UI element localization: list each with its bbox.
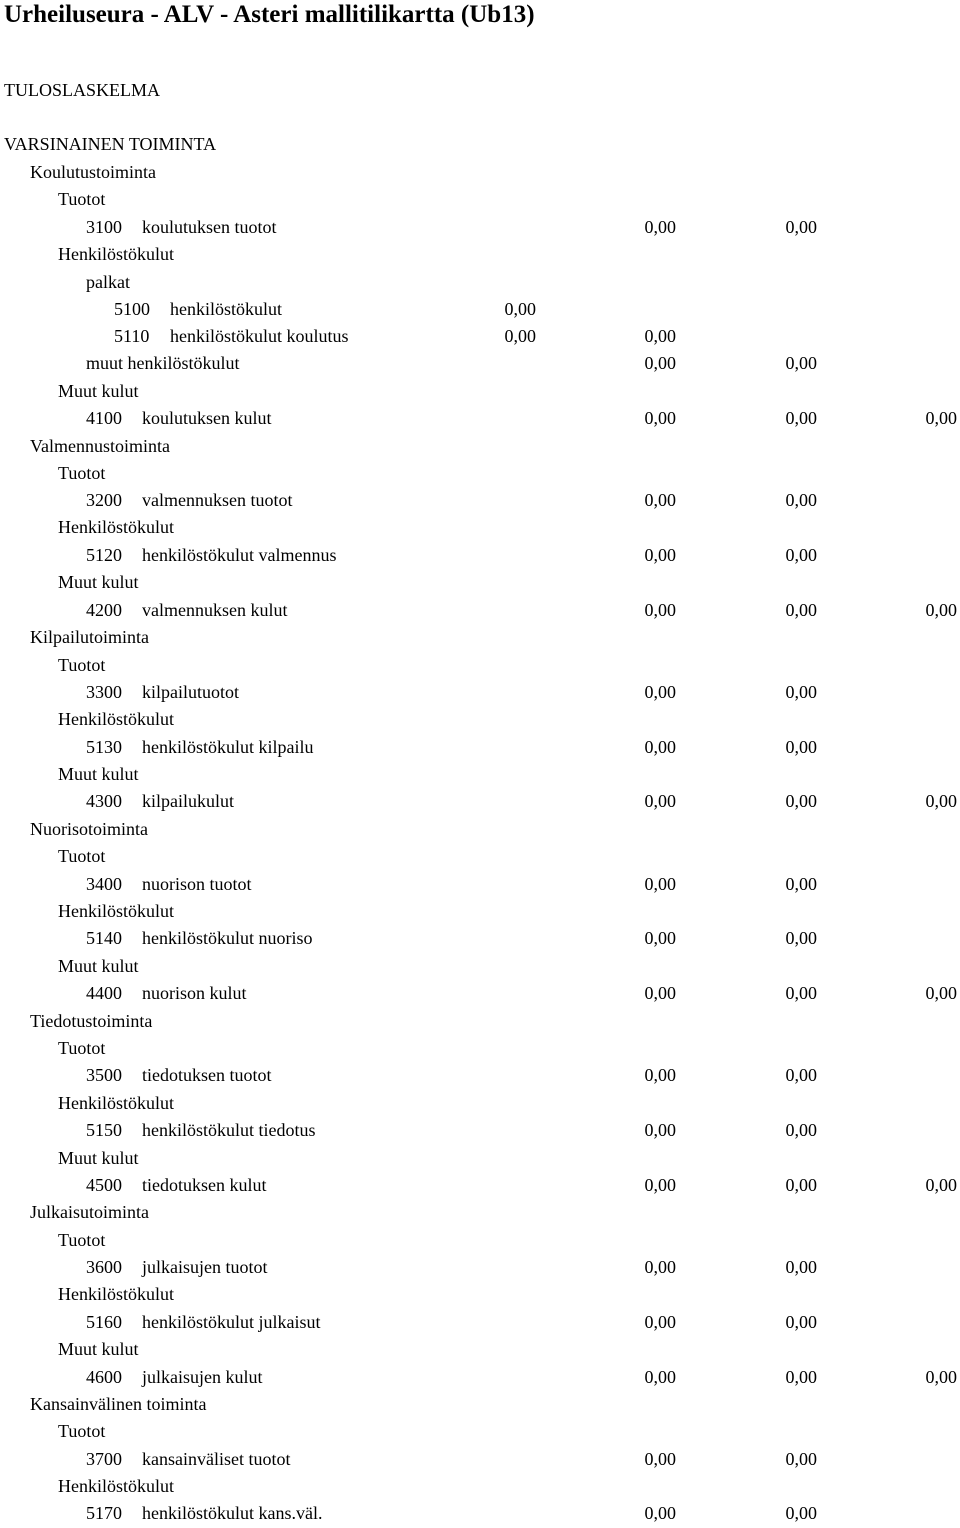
amount-value: 0,00 [925,600,957,620]
report-row [0,296,960,323]
account-name: valmennuksen tuotot [142,490,293,510]
report-row [0,1336,960,1363]
report-row [0,953,960,980]
account-number: 5130 [86,737,122,757]
section-heading: Tuotot [58,463,106,483]
amount-value: 0,00 [644,983,676,1003]
report-row [0,761,960,788]
report-row [0,77,960,104]
report-row [0,1090,960,1117]
amount-value: 0,00 [504,299,536,319]
report-row [0,186,960,213]
amount-value: 0,00 [504,326,536,346]
account-number: 3100 [86,217,122,237]
account-name: henkilöstökulut koulutus [170,326,349,346]
report-row [0,788,960,815]
report-row [0,1418,960,1445]
report-row [0,269,960,296]
report-row [0,1281,960,1308]
section-heading: Muut kulut [58,956,139,976]
report-row [0,1364,960,1391]
account-number: 3500 [86,1065,122,1085]
account-name: henkilöstökulut [170,299,282,319]
report-row [0,597,960,624]
section-heading: Tuotot [58,846,106,866]
account-name: julkaisujen kulut [142,1367,263,1387]
amount-value: 0,00 [925,983,957,1003]
section-heading: Tuotot [58,189,106,209]
amount-value: 0,00 [644,928,676,948]
account-number: 4500 [86,1175,122,1195]
amount-value: 0,00 [644,682,676,702]
report-row [0,214,960,241]
amount-value: 0,00 [785,1312,817,1332]
amount-value: 0,00 [785,682,817,702]
report-row [0,1473,960,1500]
amount-value: 0,00 [925,1175,957,1195]
amount-value: 0,00 [644,737,676,757]
amount-value: 0,00 [644,874,676,894]
account-number: 3600 [86,1257,122,1277]
account-number: 3700 [86,1449,122,1469]
report-row [0,898,960,925]
report-row [0,1199,960,1226]
amount-value: 0,00 [644,326,676,346]
account-number: 3400 [86,874,122,894]
section-heading: Muut kulut [58,764,139,784]
report-row [0,514,960,541]
amount-value: 0,00 [785,1503,817,1523]
account-number: 4600 [86,1367,122,1387]
section-heading: Muut kulut [58,572,139,592]
account-number: 4300 [86,791,122,811]
report-row [0,652,960,679]
report-row [0,1035,960,1062]
account-number: 4200 [86,600,122,620]
amount-value: 0,00 [644,1175,676,1195]
section-heading: Koulutustoiminta [30,162,156,182]
account-name: kilpailukulut [142,791,234,811]
section-heading: Muut kulut [58,1148,139,1168]
section-heading: muut henkilöstökulut [86,353,240,373]
amount-value: 0,00 [644,1367,676,1387]
account-name: valmennuksen kulut [142,600,288,620]
report-row [0,1500,960,1527]
report-row [0,433,960,460]
amount-value: 0,00 [785,217,817,237]
account-number: 5100 [114,299,150,319]
section-heading: Henkilöstökulut [58,1284,174,1304]
account-name: koulutuksen tuotot [142,217,277,237]
report-row [0,1172,960,1199]
amount-value: 0,00 [785,1120,817,1140]
account-number: 5140 [86,928,122,948]
report-row [0,569,960,596]
section-heading: Tuotot [58,1230,106,1250]
amount-value: 0,00 [785,1257,817,1277]
section-heading: Henkilöstökulut [58,1093,174,1113]
account-name: henkilöstökulut kilpailu [142,737,314,757]
amount-value: 0,00 [785,1065,817,1085]
account-name: henkilöstökulut kans.väl. [142,1503,323,1523]
section-heading: TULOSLASKELMA [4,80,160,100]
amount-value: 0,00 [925,791,957,811]
section-heading: Tuotot [58,655,106,675]
account-name: henkilöstökulut nuoriso [142,928,313,948]
amount-value: 0,00 [644,217,676,237]
report-row [0,1309,960,1336]
account-name: kansainväliset tuotot [142,1449,291,1469]
report-row [0,159,960,186]
report-row [0,1145,960,1172]
amount-value: 0,00 [785,983,817,1003]
amount-value: 0,00 [785,1449,817,1469]
report-row [0,816,960,843]
amount-value: 0,00 [644,545,676,565]
section-heading: Tuotot [58,1421,106,1441]
amount-value: 0,00 [785,490,817,510]
section-heading: Henkilöstökulut [58,244,174,264]
account-name: tiedotuksen tuotot [142,1065,272,1085]
report-row [0,460,960,487]
amount-value: 0,00 [644,1065,676,1085]
account-name: tiedotuksen kulut [142,1175,267,1195]
report-row [0,706,960,733]
section-heading: Henkilöstökulut [58,901,174,921]
amount-value: 0,00 [644,490,676,510]
report-row [0,350,960,377]
section-heading: Valmennustoiminta [30,436,170,456]
section-heading: Henkilöstökulut [58,709,174,729]
amount-value: 0,00 [785,737,817,757]
amount-value: 0,00 [785,928,817,948]
section-heading: Henkilöstökulut [58,1476,174,1496]
section-heading: Muut kulut [58,381,139,401]
account-name: henkilöstökulut valmennus [142,545,337,565]
amount-value: 0,00 [785,545,817,565]
account-number: 5110 [114,326,150,346]
report-row [0,925,960,952]
amount-value: 0,00 [785,408,817,428]
report-row [0,1008,960,1035]
account-name: nuorison tuotot [142,874,252,894]
section-heading: VARSINAINEN TOIMINTA [4,134,217,154]
amount-value: 0,00 [644,1257,676,1277]
amount-value: 0,00 [644,1503,676,1523]
amount-value: 0,00 [644,1312,676,1332]
report-row [0,1391,960,1418]
account-number: 4400 [86,983,122,1003]
section-heading: Nuorisotoiminta [30,819,148,839]
report-row [0,1117,960,1144]
page-title: Urheiluseura - ALV - Asteri mallitilikartta (Ub13) [4,1,535,28]
section-heading: Julkaisutoiminta [30,1202,149,1222]
amount-value: 0,00 [644,1120,676,1140]
amount-value: 0,00 [785,600,817,620]
amount-value: 0,00 [644,1449,676,1469]
amount-value: 0,00 [785,874,817,894]
report-row [0,378,960,405]
amount-value: 0,00 [785,791,817,811]
section-heading: Kansainvälinen toiminta [30,1394,207,1414]
amount-value: 0,00 [785,1175,817,1195]
account-name: julkaisujen tuotot [142,1257,268,1277]
report-row [0,843,960,870]
section-heading: Tiedotustoiminta [30,1011,153,1031]
amount-value: 0,00 [925,408,957,428]
section-heading: Muut kulut [58,1339,139,1359]
report-row [0,1227,960,1254]
account-name: nuorison kulut [142,983,247,1003]
section-heading: Tuotot [58,1038,106,1058]
report-row [0,871,960,898]
section-heading: Kilpailutoiminta [30,627,149,647]
account-number: 5120 [86,545,122,565]
report-row [0,679,960,706]
account-number: 5160 [86,1312,122,1332]
account-name: henkilöstökulut tiedotus [142,1120,316,1140]
account-number: 5170 [86,1503,122,1523]
report-row [0,542,960,569]
account-name: koulutuksen kulut [142,408,272,428]
report-row [0,131,960,158]
report-row [0,1254,960,1281]
account-number: 4100 [86,408,122,428]
account-number: 3300 [86,682,122,702]
amount-value: 0,00 [785,353,817,373]
report-row [0,487,960,514]
amount-value: 0,00 [644,791,676,811]
amount-value: 0,00 [785,1367,817,1387]
amount-value: 0,00 [644,600,676,620]
amount-value: 0,00 [644,408,676,428]
amount-value: 0,00 [644,353,676,373]
report-row [0,1062,960,1089]
report-row [0,323,960,350]
report-row [0,980,960,1007]
report-row [0,1446,960,1473]
section-heading: Henkilöstökulut [58,517,174,537]
report-row [0,734,960,761]
amount-value: 0,00 [925,1367,957,1387]
report-row [0,405,960,432]
account-number: 3200 [86,490,122,510]
account-name: kilpailutuotot [142,682,239,702]
report-row [0,241,960,268]
account-number: 5150 [86,1120,122,1140]
account-name: henkilöstökulut julkaisut [142,1312,321,1332]
report-row [0,624,960,651]
section-heading: palkat [86,272,130,292]
